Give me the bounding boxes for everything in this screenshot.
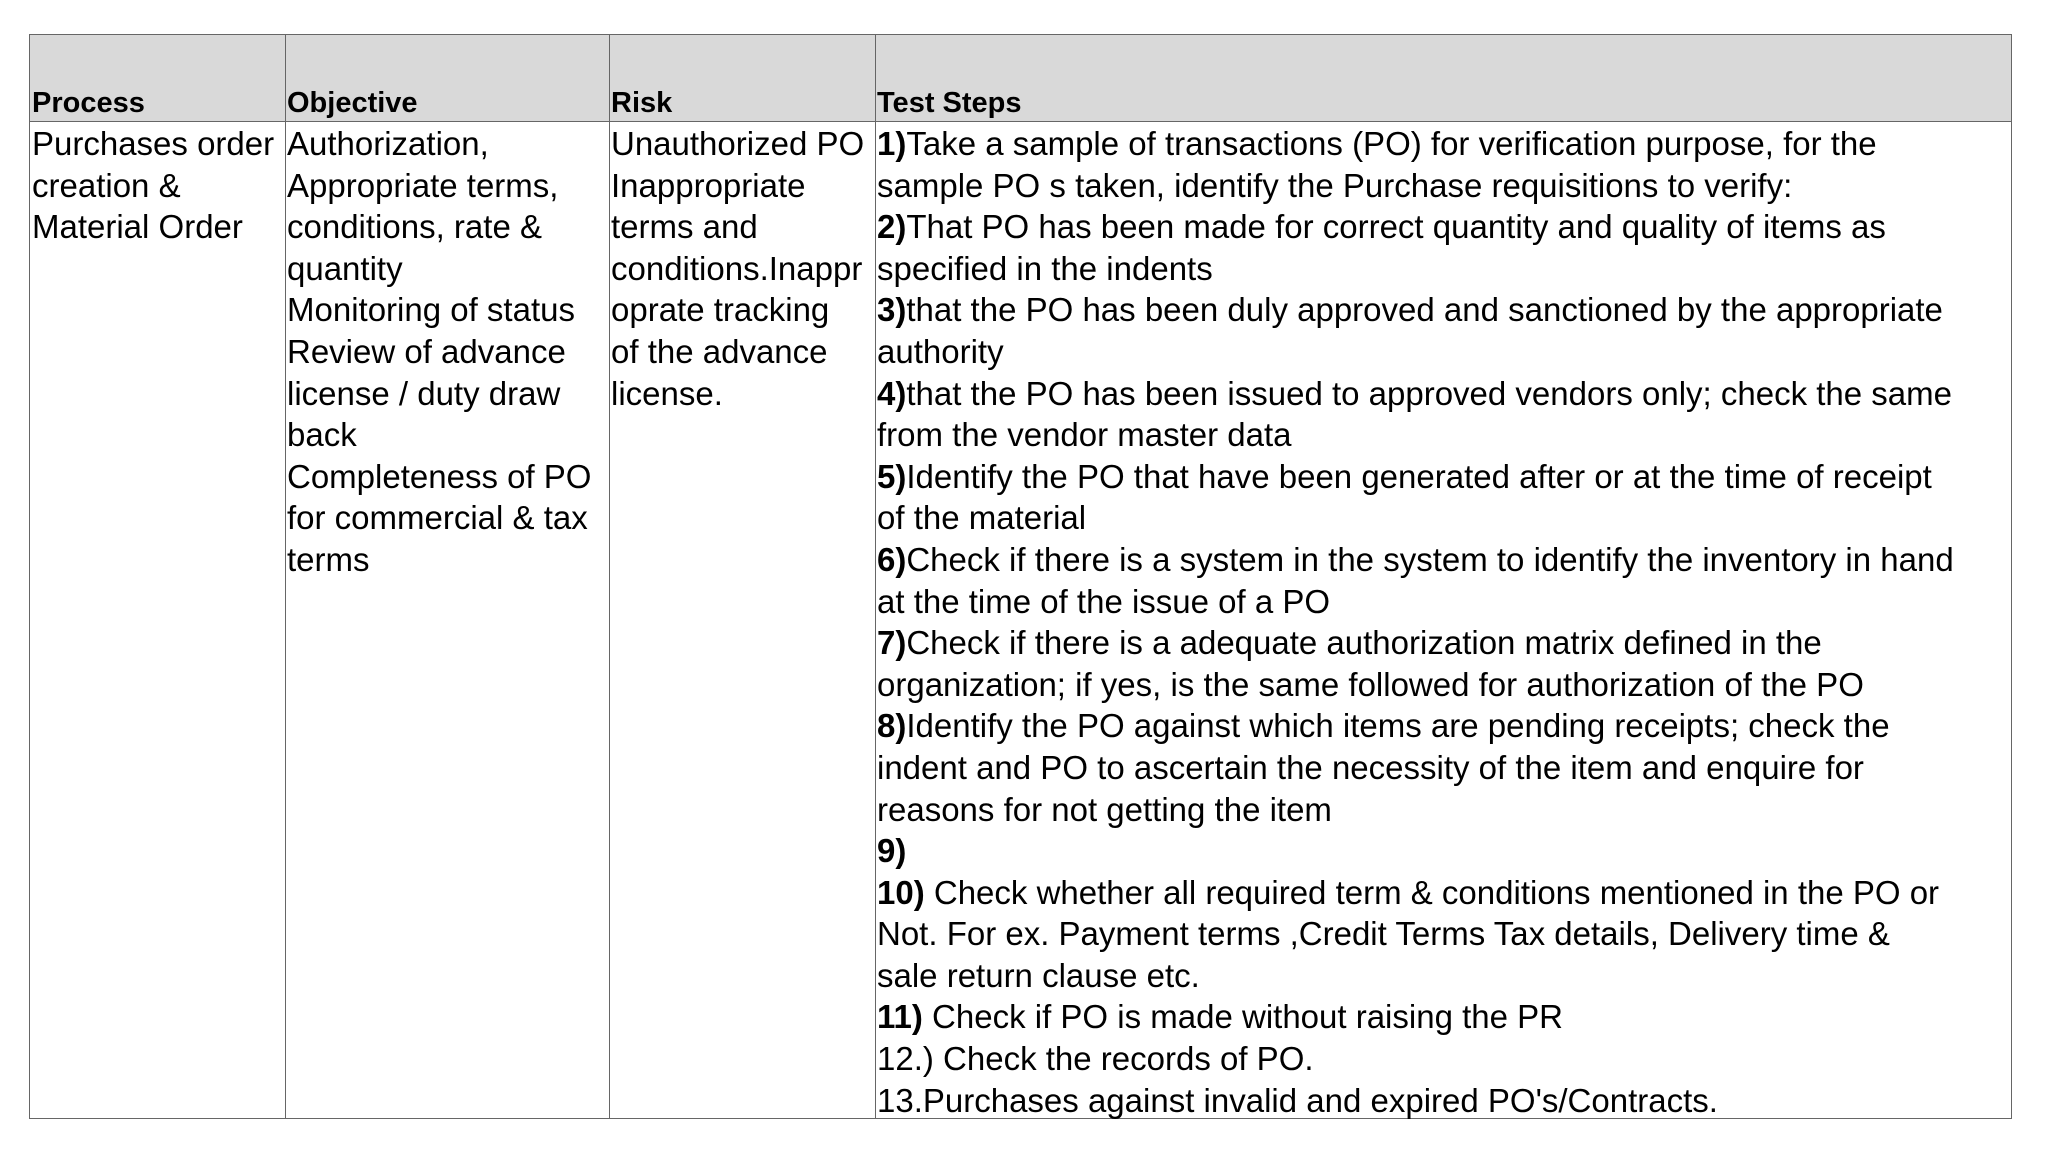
test-step-line bbox=[877, 331, 2009, 373]
cell-process[interactable] bbox=[32, 123, 284, 248]
cell-risk[interactable] bbox=[611, 123, 873, 414]
risk-text-line: oprate tracking bbox=[611, 291, 830, 329]
step-text: Check if there is a system in the system to identify the inventory in hand bbox=[906, 540, 1954, 578]
column-divider bbox=[285, 35, 286, 1118]
step-number: 7) bbox=[877, 624, 907, 662]
test-step-line bbox=[877, 622, 2009, 664]
step-text: Identify the PO that have been generated after or at the time of receipt bbox=[906, 457, 1932, 495]
risk-text-line: Unauthorized PO bbox=[611, 125, 865, 162]
test-step-line bbox=[877, 1080, 2009, 1122]
step-text: reasons for not getting the item bbox=[877, 790, 1332, 828]
test-step-line bbox=[877, 872, 2009, 914]
step-text: Take a sample of transactions (PO) for verification purpose, for the bbox=[906, 125, 1877, 162]
test-step-line bbox=[877, 830, 2009, 872]
test-step-line bbox=[877, 539, 2009, 581]
test-step-line bbox=[877, 497, 2009, 539]
step-number: 10) bbox=[877, 873, 925, 911]
header-objective[interactable]: Objective bbox=[287, 87, 418, 119]
objective-text-line: Completeness of PO bbox=[287, 457, 592, 495]
step-number: 11) bbox=[877, 998, 923, 1036]
step-text: Check if PO is made without raising the PR bbox=[922, 998, 1563, 1036]
objective-text-line: Review of advance bbox=[287, 332, 566, 370]
test-step-line bbox=[877, 664, 2009, 706]
test-step-line bbox=[877, 123, 2009, 165]
test-step-line bbox=[877, 955, 2009, 997]
header-test-steps[interactable]: Test Steps bbox=[877, 87, 1022, 119]
step-text: 13.Purchases against invalid and expired PO's/Contracts. bbox=[877, 1081, 1718, 1119]
step-text: 12.) Check the records of PO. bbox=[877, 1040, 1314, 1078]
step-text: that the PO has been issued to approved vendors only; check the same bbox=[906, 374, 1952, 412]
risk-text-line: of the advance bbox=[611, 332, 828, 370]
spreadsheet-table bbox=[29, 34, 2012, 1119]
objective-text-line: conditions, rate & bbox=[287, 208, 542, 246]
process-text-line: Material Order bbox=[32, 208, 243, 246]
test-step-line bbox=[877, 456, 2009, 498]
test-step-line bbox=[877, 996, 2009, 1038]
step-number: 3) bbox=[877, 291, 907, 329]
step-text: at the time of the issue of a PO bbox=[877, 582, 1331, 620]
step-number: 1) bbox=[877, 125, 907, 162]
step-number: 5) bbox=[877, 457, 907, 495]
column-divider bbox=[875, 35, 876, 1118]
process-text-line: creation & bbox=[32, 166, 181, 204]
step-text: Not. For ex. Payment terms ,Credit Terms Tax details, Delivery time & bbox=[877, 915, 1890, 953]
step-text: authority bbox=[877, 332, 1004, 370]
step-number: 8) bbox=[877, 707, 907, 745]
test-step-line bbox=[877, 206, 2009, 248]
step-text: Check if there is a adequate authorization matrix defined in the bbox=[906, 624, 1822, 662]
objective-text-line: Appropriate terms, bbox=[287, 166, 559, 204]
objective-text-line: terms bbox=[287, 540, 370, 578]
step-text: That PO has been made for correct quantity and quality of items as bbox=[906, 208, 1886, 246]
cell-test-steps[interactable] bbox=[877, 123, 2009, 1121]
step-number: 2) bbox=[877, 208, 907, 246]
test-step-line bbox=[877, 1038, 2009, 1080]
test-step-line bbox=[877, 165, 2009, 207]
step-number: 6) bbox=[877, 540, 907, 578]
risk-text-line: Inappropriate bbox=[611, 166, 806, 204]
objective-text-line: quantity bbox=[287, 249, 403, 287]
test-step-line bbox=[877, 705, 2009, 747]
test-step-line bbox=[877, 747, 2009, 789]
step-text: from the vendor master data bbox=[877, 416, 1292, 454]
objective-text-line: for commercial & tax bbox=[287, 499, 588, 537]
risk-text-line: license. bbox=[611, 374, 723, 412]
test-step-line bbox=[877, 789, 2009, 831]
step-text: indent and PO to ascertain the necessity of the item and enquire for bbox=[877, 748, 1864, 786]
risk-text-line: conditions.Inappr bbox=[611, 249, 863, 287]
step-text: Identify the PO against which items are pending receipts; check the bbox=[906, 707, 1890, 745]
step-text: sale return clause etc. bbox=[877, 956, 1200, 994]
test-step-line bbox=[877, 289, 2009, 331]
column-divider bbox=[609, 35, 610, 1118]
step-text: Check whether all required term & conditions mentioned in the PO or bbox=[924, 873, 1940, 911]
risk-text-line: terms and bbox=[611, 208, 758, 246]
test-step-line bbox=[877, 913, 2009, 955]
step-number: 9) bbox=[877, 832, 907, 870]
header-process[interactable]: Process bbox=[32, 87, 145, 119]
step-text: specified in the indents bbox=[877, 249, 1213, 287]
test-step-line bbox=[877, 414, 2009, 456]
cell-objective[interactable] bbox=[287, 123, 607, 581]
objective-text-line: license / duty draw bbox=[287, 374, 561, 412]
test-step-line bbox=[877, 248, 2009, 290]
test-step-line bbox=[877, 373, 2009, 415]
step-text: that the PO has been duly approved and sanctioned by the appropriate bbox=[906, 291, 1943, 329]
table-header-row bbox=[30, 35, 2011, 122]
header-risk[interactable]: Risk bbox=[611, 87, 673, 119]
objective-text-line: Monitoring of status bbox=[287, 291, 575, 329]
step-number: 4) bbox=[877, 374, 907, 412]
process-text-line: Purchases order bbox=[32, 125, 275, 162]
test-step-line bbox=[877, 581, 2009, 623]
step-text: of the material bbox=[877, 499, 1087, 537]
step-text: sample PO s taken, identify the Purchase requisitions to verify: bbox=[877, 166, 1793, 204]
objective-text-line: back bbox=[287, 416, 357, 454]
step-text: organization; if yes, is the same followed for authorization of the PO bbox=[877, 665, 1864, 703]
objective-text-line: Authorization, bbox=[287, 125, 489, 162]
